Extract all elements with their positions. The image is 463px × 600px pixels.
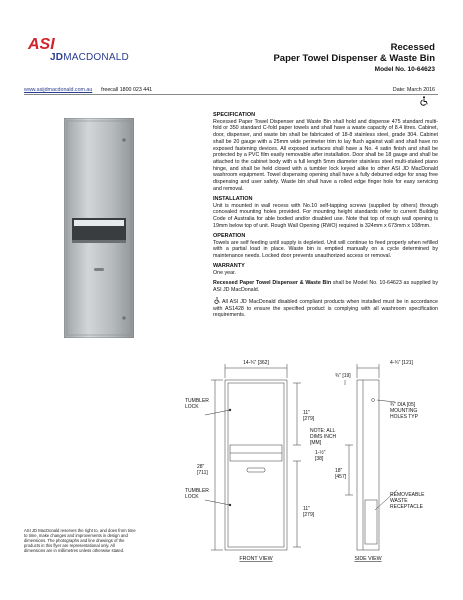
wheelchair-icon: [213, 297, 221, 304]
header-divider: [24, 94, 438, 95]
heading-specification: SPECIFICATION: [213, 112, 256, 118]
heading-operation: OPERATION: [213, 232, 246, 239]
model-number: Model No. 10-64623: [374, 66, 435, 73]
logo-jd-macdonald: [50, 52, 129, 63]
para-specification: Recessed Paper Towel Dispenser and Waste Bin shall hold and dispense 475 standard multi-fold or 350 standard C-fold paper towels and shall have a waste capacity of 8.4 litres. Cabinet, door, dispenser, and waste bin shall be fabricated of 18-8 stainless steel, grade 304. Cabinet shall be 20 gauge with a 25mm wide perimeter trim to lay flush against wall and shall have no exposed fastening devices. All exposed surfaces shall have a No. 4 satin finish and shall be protected by a PVC film easily removable after installation. Door shall be 18 gauge and shall be attached to the cabinet body with a full length 5mm diameter stainless steel multi-staked piano hinge, and shall be held closed with a tumbler lock keyed alike to other ASI JD MacDonald washroom equipment. Towel dispensing opening shall have a fully deburred edge for snag free dispensing and user safety. Waste bin shall have a rolled edge finger hole for easy servicing and removal.: [213, 118, 438, 192]
logo-mac: MACDONALD: [63, 52, 129, 63]
heading-warranty: WARRANTY: [213, 263, 245, 270]
label-removable-waste: REMOVEABLE WASTE RECEPTACLE: [390, 492, 425, 510]
para-installation: Unit is mounted in wall recess with No.10 self-tapping screws (supplied by others) through concealed mounting holes provided. For mounting height standards refer to current Building Code of Australia for able bodied and/or disabled use. Note that top of rough wall opening is 19mm below top of unit. Rough Wall Opening (RWO) required is 324mm x 673mm x 108mm.: [213, 202, 438, 229]
dim-18: 18" [457]: [335, 468, 347, 480]
caption-side-view: SIDE VIEW: [354, 556, 382, 562]
logo-asi: ASI: [28, 36, 55, 53]
specification-text: [213, 112, 438, 323]
para-operation: Towels are self feeding until supply is depleted. Unit will continue to feed properly when refilled with a partial load in place. Waste bin is emptied manually on a cycle determined by maintenance needs. Locked door prevents unauthorized access or removal.: [213, 239, 438, 260]
dim-11-top: 11" [279]: [303, 410, 315, 422]
title-line1: Recessed: [390, 42, 435, 53]
para-disabled: [213, 297, 438, 319]
heading-installation: INSTALLATION: [213, 195, 253, 202]
model-bold: Recessed Paper Towel Dispenser & Waste Bin: [213, 280, 332, 287]
footnote: ASI JD MacDonald reserves the right to, and does from time to time, make changes and improvements in design and dimensions. The photographs and line drawings of the products in this flyer are representational only. All dimensions are in millimetres unless otherwise stated.: [24, 528, 136, 554]
website-link[interactable]: www.asijdmacdonald.com.au: [24, 87, 93, 93]
dim-front-width: 14-¾" [362]: [243, 360, 269, 366]
date: Date: March 2016: [392, 87, 435, 93]
para-model: [213, 280, 438, 293]
technical-drawing: [185, 350, 450, 570]
label-tumbler-lock-2: TUMBLER LOCK: [185, 488, 209, 500]
note-dims: NOTE: ALL DIMS INCH [MM]: [310, 428, 337, 446]
dim-top-offset: ¾" [19]: [335, 373, 351, 379]
wheelchair-access-icon: [419, 96, 429, 106]
logo-jd: JD: [50, 52, 64, 63]
disabled-text: All ASI JD MacDonald disabled compliant products when installed must be in accordance with AS1428 to ensure the specified product is complying with all washroom specification requirements.: [213, 299, 438, 319]
label-mounting-holes: ¾" DIA [05] MOUNTING HOLES TYP: [390, 402, 418, 420]
dim-28: 28" [711]: [197, 464, 208, 476]
product-photo: [64, 118, 134, 338]
title-line2: Paper Towel Dispenser & Waste Bin: [273, 53, 435, 64]
model-rest: shall be Model No. 10-64623 as supplied by ASI JD MacDonald.: [213, 280, 438, 293]
freecall: freecall 1800 023 441: [101, 87, 153, 93]
label-tumbler-lock-1: TUMBLER LOCK: [185, 398, 209, 410]
caption-front-view: FRONT VIEW: [239, 556, 273, 562]
para-warranty: One year.: [213, 269, 236, 276]
dim-11-bot: 11" [279]: [303, 506, 315, 518]
dim-side-depth: 4-¾" [121]: [390, 360, 413, 366]
dim-1-half: 1-½" [38]: [315, 450, 326, 462]
contact-line: [24, 87, 152, 93]
